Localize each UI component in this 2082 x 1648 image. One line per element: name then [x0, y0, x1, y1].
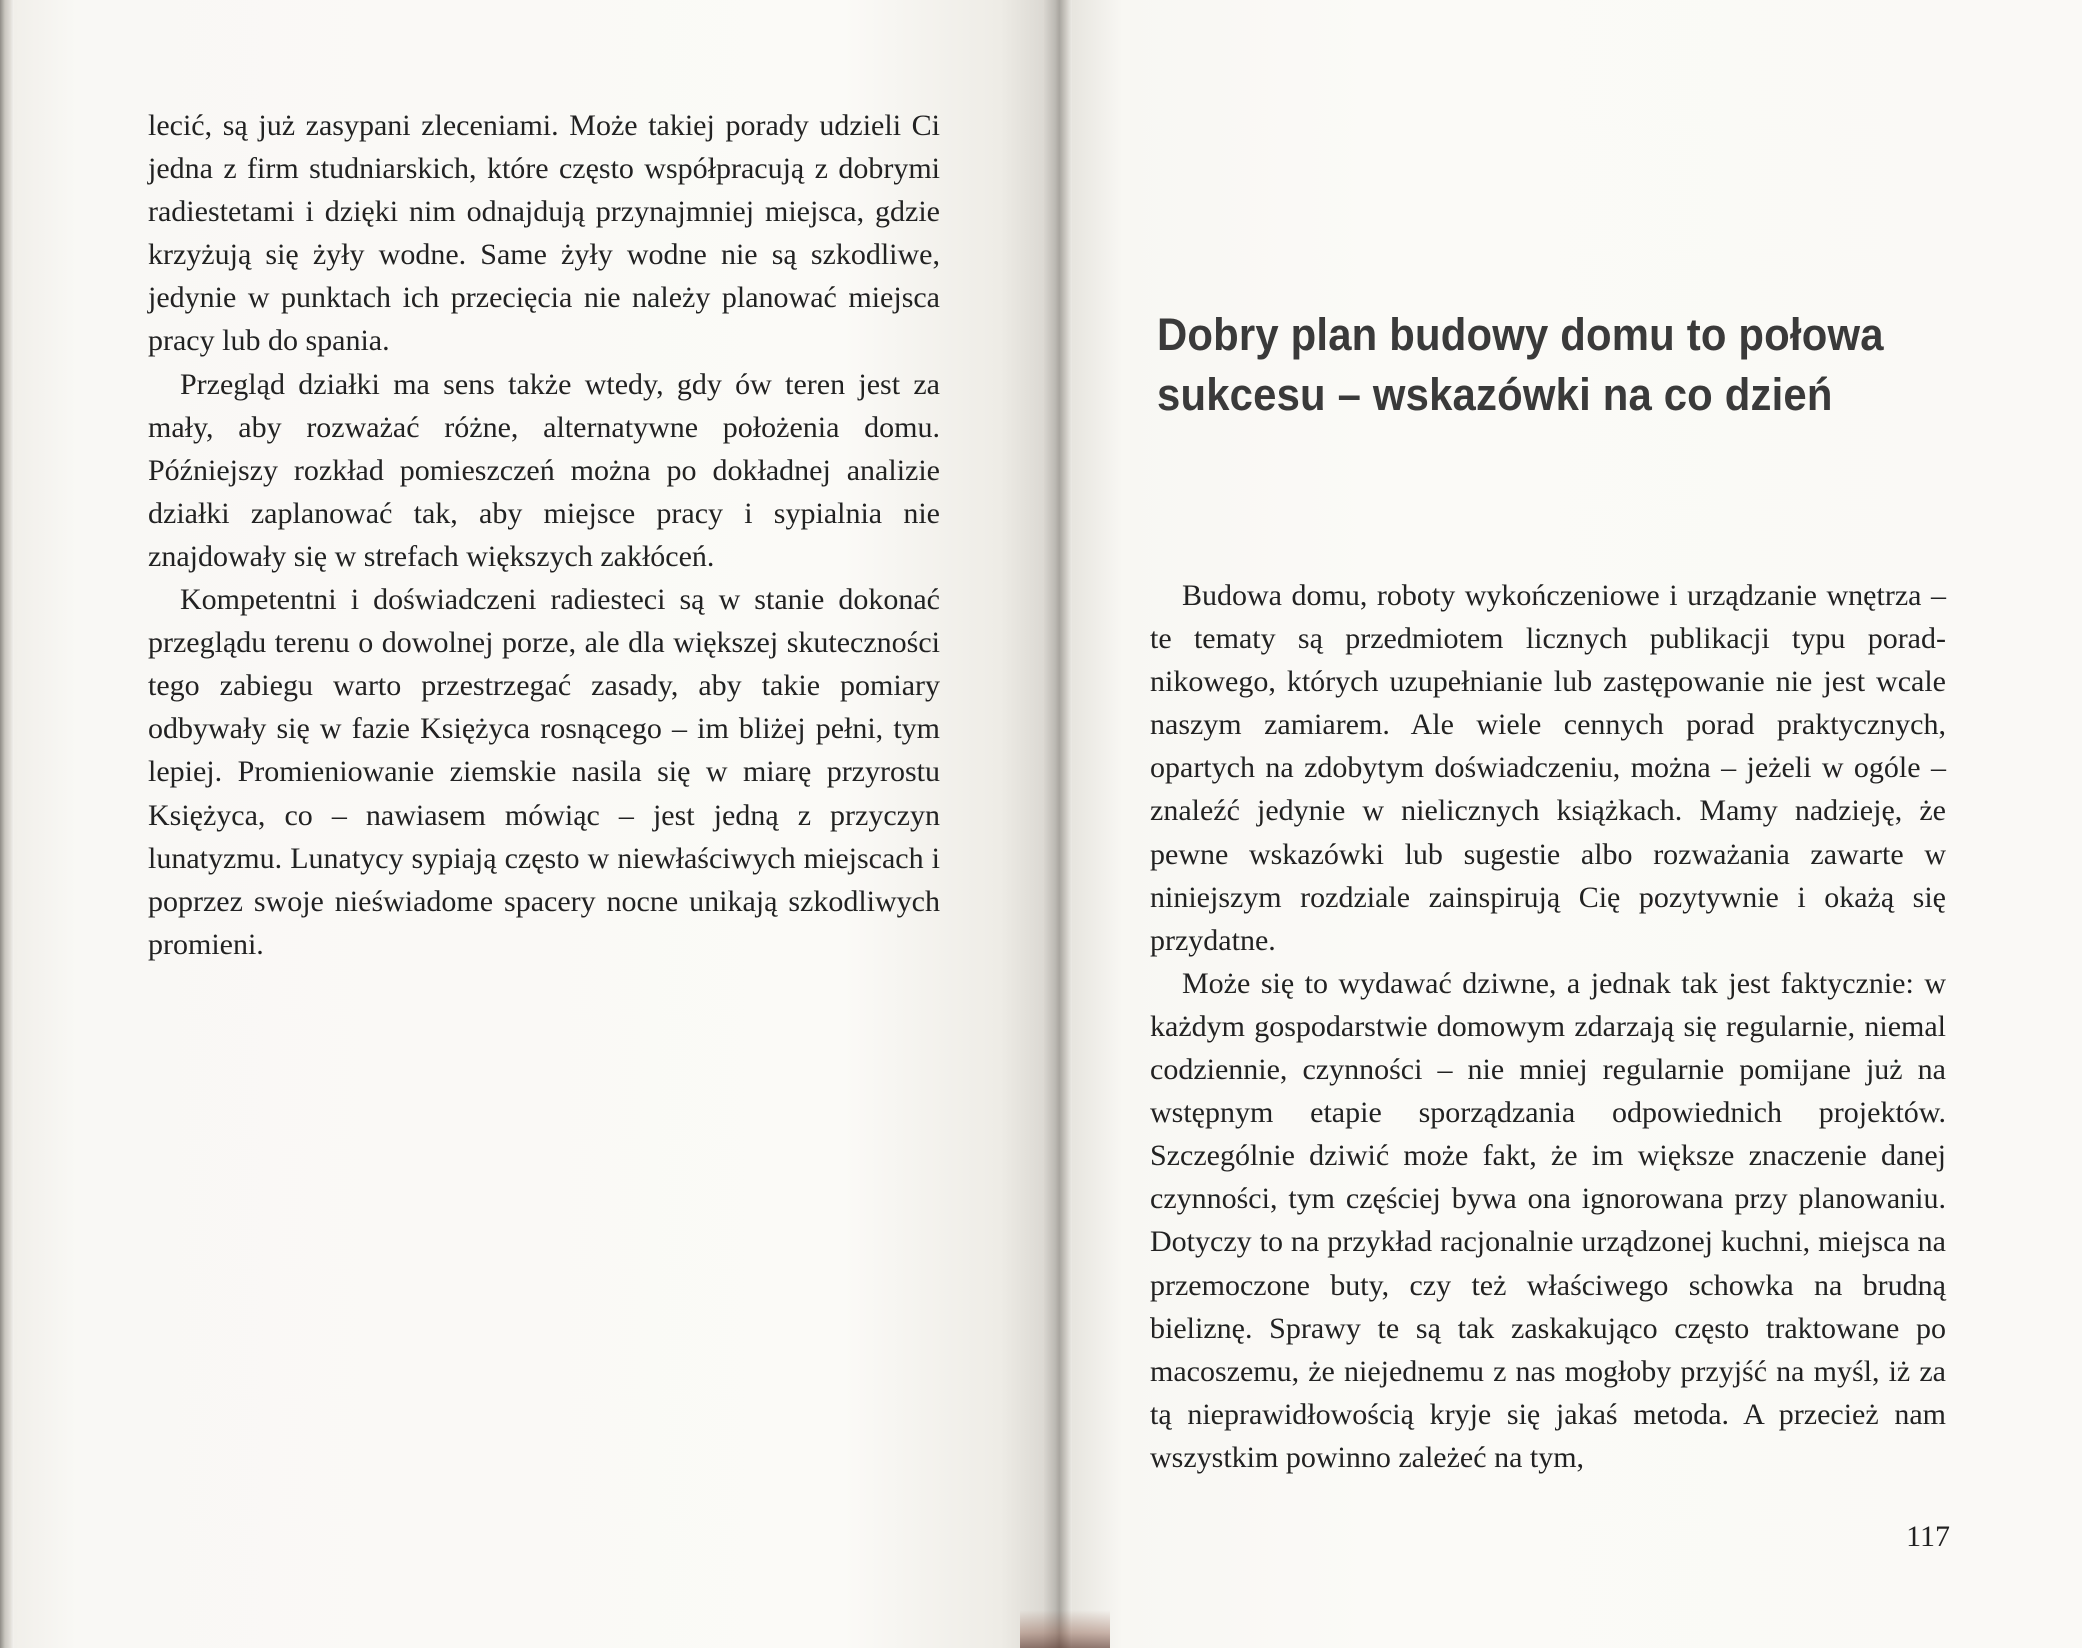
- right-paragraph-1: Budowa domu, roboty wykończeniowe i urządzanie wnętrza – te tematy są przedmiotem licznych publikacji typu poradnikowego, których uzupełnianie lub zastępowanie nie jest wcale naszym zamiarem. Ale wiele cennych porad praktycznych, opartych na zdobytym doświadczeniu, można – jeżeli w ogóle – znaleźć jedynie w nielicznych książkach. Mamy nadzieję, że pewne wskazówki lub sugestie albo rozważania zawarte w niniejszym rozdziale zainspirują Cię pozytywnie i okażą się przydatne.: [1150, 579, 1946, 957]
- right-page-text: [1150, 574, 1946, 1479]
- chapter-title-line-1: Dobry plan budowy domu to połowa: [1157, 309, 1884, 360]
- left-paragraph-3: Kompetentni i doświadczeni radiesteci są w stanie dokonać przeglądu terenu o dowolnej porze, ale dla większej skuteczności tego zabiegu warto przestrzegać zasady, aby takie pomiary odbywały się w fazie Księżyca rosnącego – im bliżej pełni, tym lepiej. Promieniowanie ziemskie nasila się w miarę przyrostu Księżyca, co – nawiasem mówiąc – jest jedną z przyczyn lunatyzmu. Lunatycy sypiają często w niewłaściwych miejscach i poprzez swoje nieświadome spacery nocne unikają szkodliwych promieni.: [148, 583, 940, 961]
- left-paragraph-2: Przegląd działki ma sens także wtedy, gdy ów teren jest za mały, aby rozważać różne, alternatywne położenia domu. Późniejszy rozkład pomieszczeń można po dokładnej analizie działki zaplanować tak, aby miejsce pracy i sypialnia nie znajdowały się w strefach większych zakłóceń.: [148, 367, 940, 573]
- page-stack-edge: [0, 0, 14, 1648]
- page-number: 117: [1906, 1520, 1950, 1553]
- left-page-text: [148, 104, 940, 966]
- right-paragraph-2: Może się to wydawać dziwne, a jednak tak jest faktycznie: w każdym gospodarstwie domowym zdarzają się regularnie, niemal codziennie, czynności – nie mniej regularnie pomijane już na wstępnym etapie sporządzania odpowiednich projektów. Szczególnie dziwić może fakt, że im większe znaczenie danej czynności, tym częściej bywa ona ignorowana przy planowaniu. Dotyczy to na przykład racjonalnie urządzonej kuchni, miejsca na przemoczone buty, czy też właściwego schowka na brudną bieliznę. Sprawy te są tak zaskakująco często traktowane po macoszemu, że niejednemu z nas mogłoby przyjść na myśl, iż za tą nieprawidłowością kryje się jakaś metoda. A przecież nam wszystkim powinno zależeć na tym,: [1150, 966, 1946, 1474]
- chapter-title: [1157, 305, 1920, 425]
- spine-bottom-shadow: [1020, 1610, 1110, 1648]
- book-gutter: [1044, 0, 1072, 1648]
- left-paragraph-1: lecić, są już zasypani zleceniami. Może takiej porady udzieli Ci jedna z firm studniarskich, które często współpracują z dobrymi radiestetami i dzięki nim odnajdują przynajmniej miejsca, gdzie krzyżują się żyły wodne. Same żyły wodne nie są szkodliwe, jedynie w punktach ich przecięcia nie należy planować miejsca pracy lub do spania.: [148, 109, 940, 358]
- chapter-title-line-2: sukcesu – wskazówki na co dzień: [1157, 369, 1833, 420]
